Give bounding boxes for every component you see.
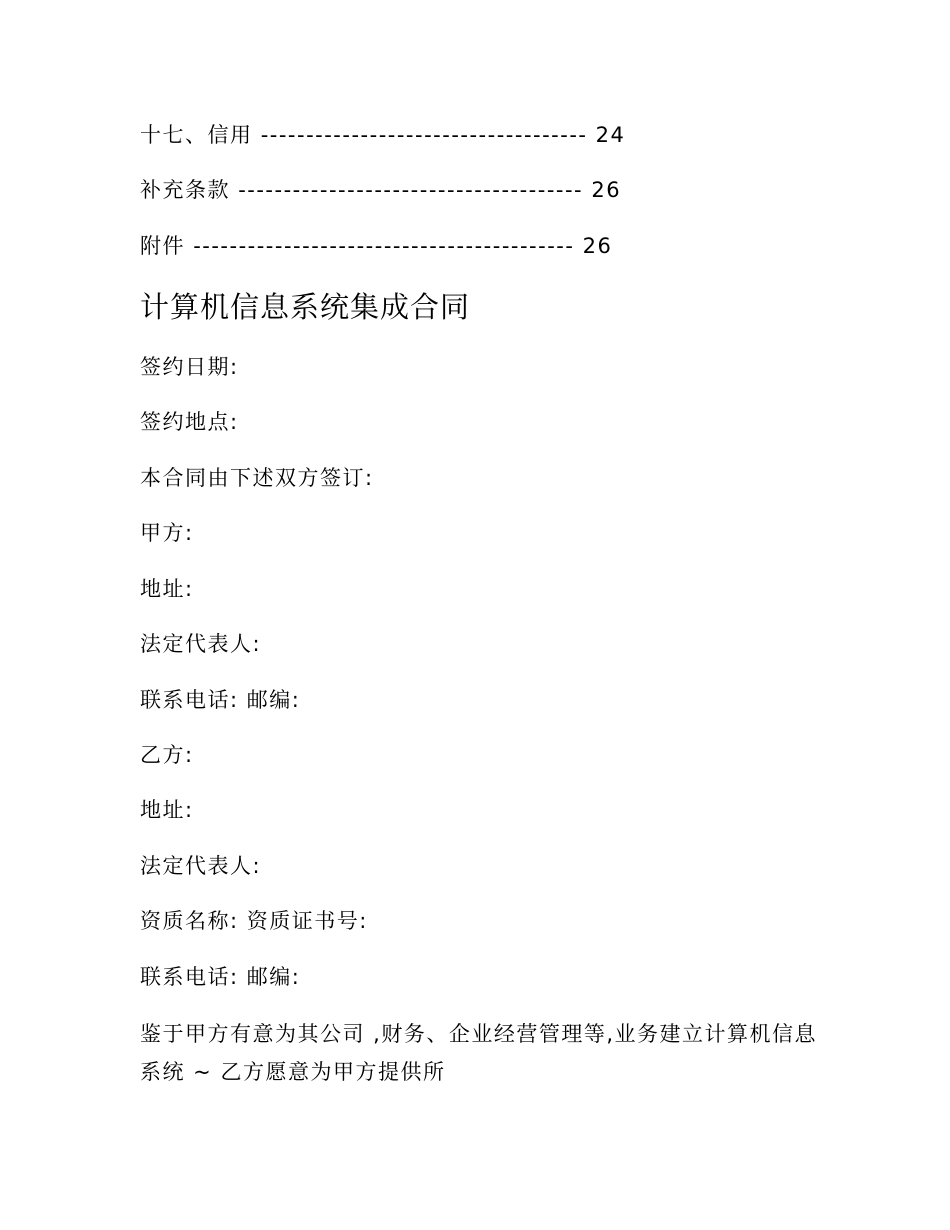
sign-date-label: 签约日期: (140, 355, 239, 379)
toc-leader: ------------------------------------------ (193, 234, 575, 258)
party-a-address-label: 地址: (140, 577, 194, 601)
sign-place-label: 签约地点: (140, 410, 239, 434)
party-a-label: 甲方: (140, 521, 194, 545)
party-a-contact-label: 联系电话: 邮编: (140, 688, 301, 712)
contract-title: 计算机信息系统集成合同 (140, 290, 471, 324)
toc-entry-attachments[interactable] (140, 231, 738, 261)
toc-entry-title: 十七、信用 (140, 123, 253, 147)
party-b-qualification-label: 资质名称: 资质证书号: (140, 909, 368, 933)
party-b-address-label: 地址: (140, 798, 194, 822)
toc-page-number: 26 (582, 234, 613, 258)
toc-leader: ------------------------------------ (260, 123, 588, 147)
party-b-contact-label: 联系电话: 邮编: (140, 965, 301, 989)
party-b-representative-label: 法定代表人: (140, 854, 262, 878)
toc-page-number: 26 (591, 178, 622, 202)
toc-entry-title: 附件 (140, 234, 185, 258)
parties-intro: 本合同由下述双方签订: (140, 466, 374, 490)
party-a-representative-label: 法定代表人: (140, 632, 262, 656)
toc-entry-credit[interactable] (140, 120, 738, 150)
toc-entry-title: 补充条款 (140, 178, 230, 202)
recital-paragraph: 鉴于甲方有意为其公司 ,财务、企业经营管理等,业务建立计算机信息系统 ~ 乙方愿意为甲方提供所 (140, 1022, 818, 1084)
toc-leader: -------------------------------------- (238, 178, 584, 202)
party-b-label: 乙方: (140, 743, 194, 767)
toc-entry-supplementary[interactable] (140, 175, 738, 205)
toc-page-number: 24 (595, 123, 626, 147)
